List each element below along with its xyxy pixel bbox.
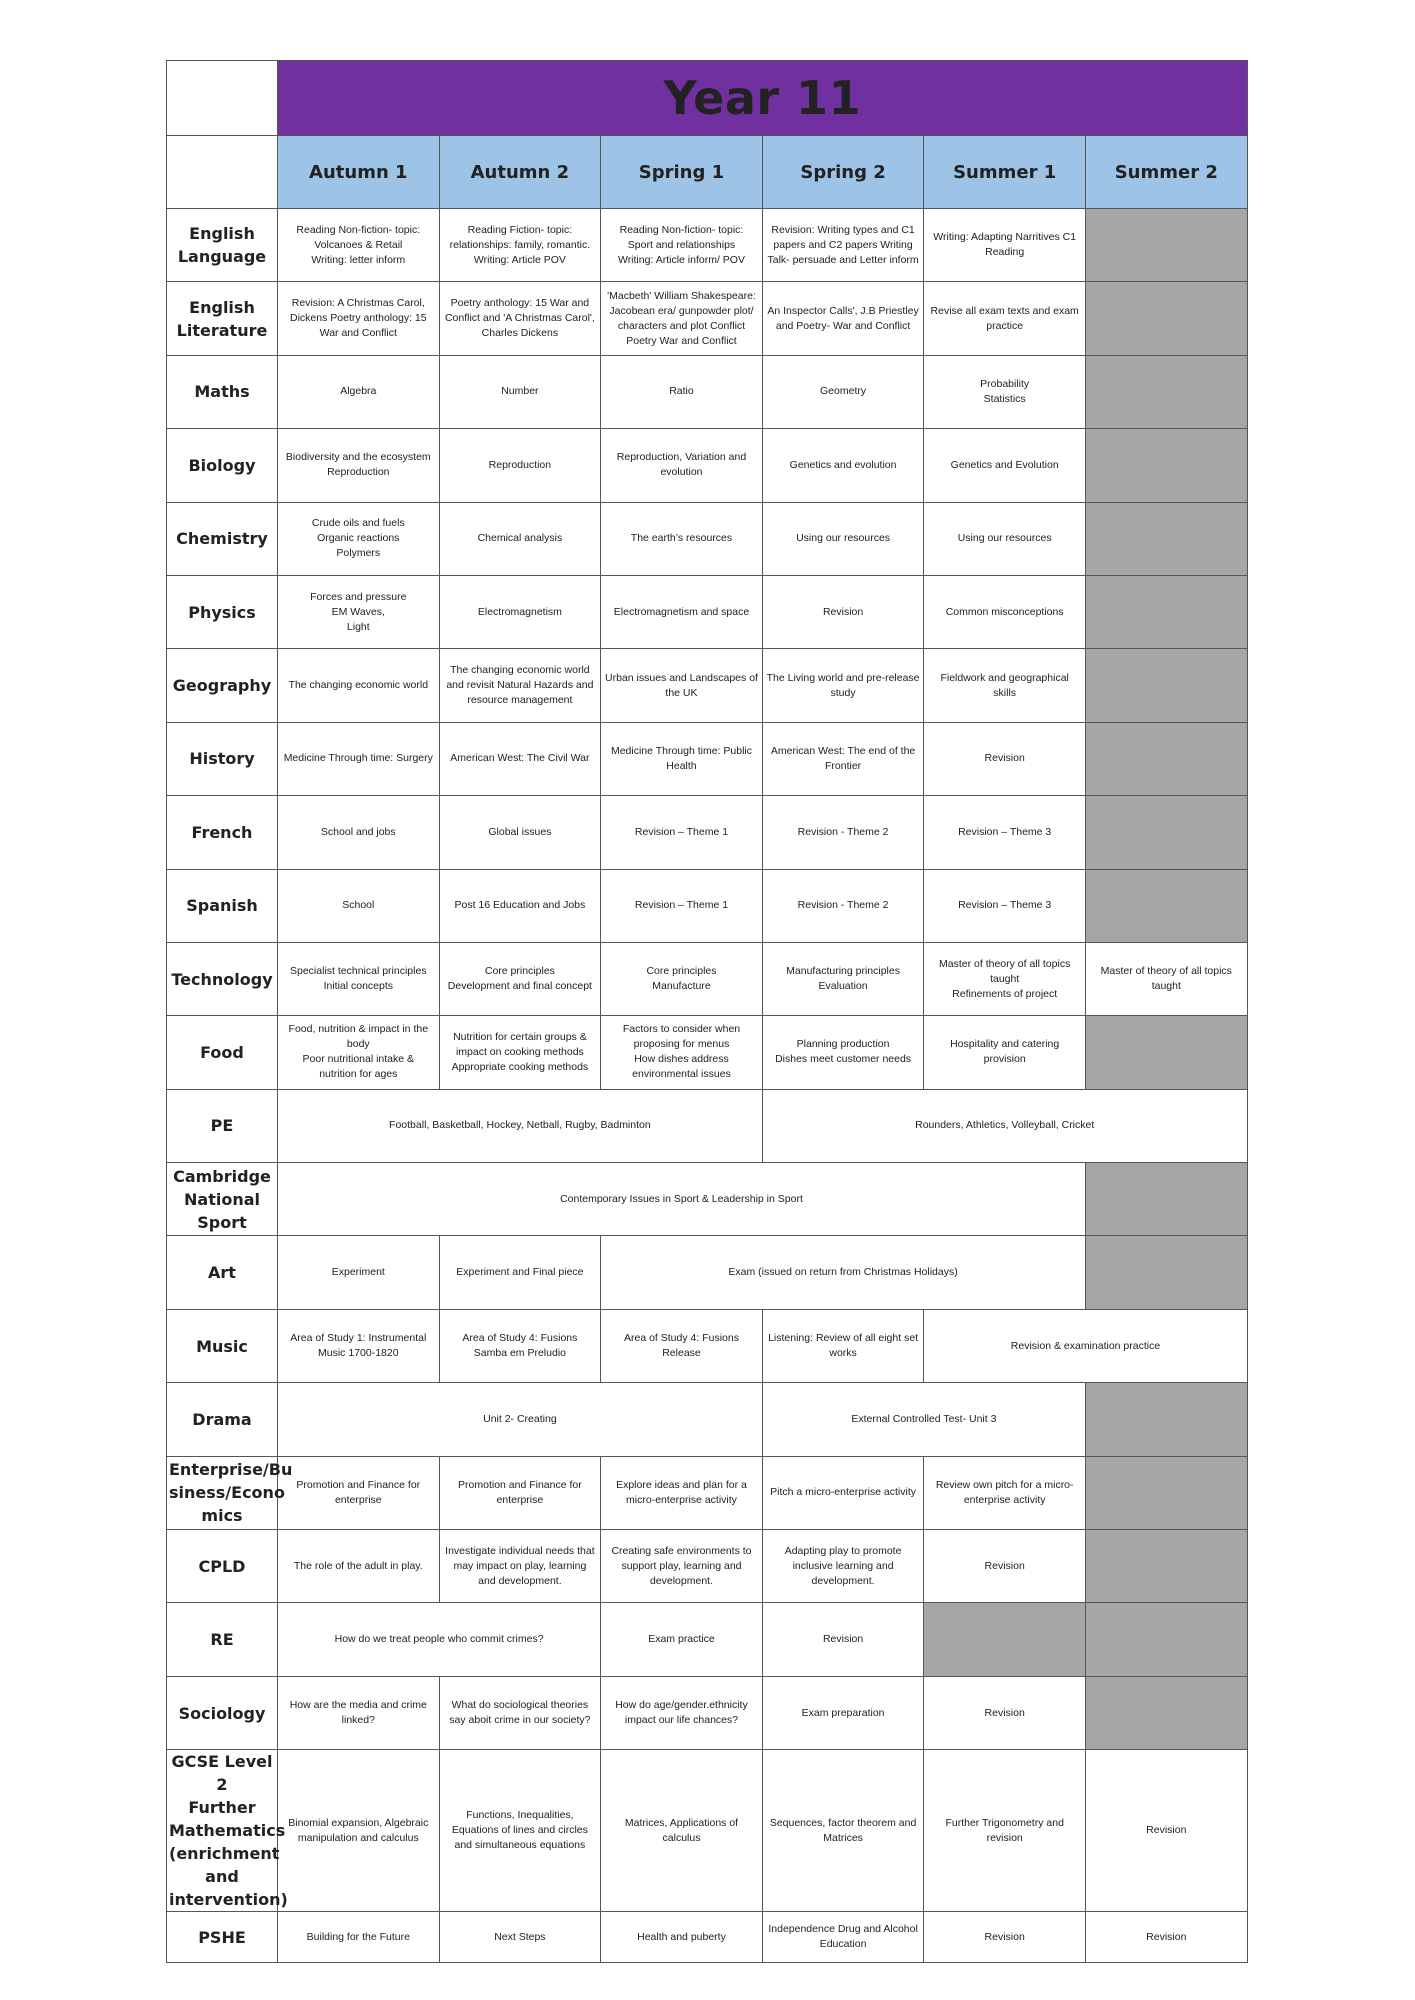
topic-cell: Revision – Theme 1: [601, 869, 763, 942]
subject-label: RE: [167, 1603, 278, 1676]
topic-cell: Global issues: [439, 796, 601, 869]
subject-label: Spanish: [167, 869, 278, 942]
subject-row: [167, 796, 1248, 869]
topic-cell: Urban issues and Landscapes of the UK: [601, 649, 763, 722]
term-header-autumn-1: Autumn 1: [278, 136, 440, 209]
subject-row: [167, 722, 1248, 795]
topic-cell: Crude oils and fuels Organic reactions Polymers: [278, 502, 440, 575]
topic-cell: Area of Study 4: Fusions Samba em Preludio: [439, 1309, 601, 1382]
unused-cell: [1085, 429, 1247, 502]
topic-cell: An Inspector Calls', J.B Priestley and Poetry- War and Conflict: [762, 282, 924, 355]
subject-label: Maths: [167, 355, 278, 428]
topic-cell: Investigate individual needs that may impact on play, learning and development.: [439, 1530, 601, 1603]
subject-row: [167, 1163, 1248, 1236]
topic-cell: Chemical analysis: [439, 502, 601, 575]
topic-cell: Rounders, Athletics, Volleyball, Cricket: [762, 1089, 1247, 1162]
topic-cell: Manufacturing principles Evaluation: [762, 942, 924, 1015]
unused-cell: [1085, 1383, 1247, 1456]
topic-cell: Creating safe environments to support play, learning and development.: [601, 1530, 763, 1603]
topic-cell: Forces and pressure EM Waves, Light: [278, 575, 440, 648]
topic-cell: Revision: [924, 1530, 1086, 1603]
topic-cell: Experiment: [278, 1236, 440, 1309]
subject-label: CPLD: [167, 1530, 278, 1603]
topic-cell: The changing economic world and revisit Natural Hazards and resource management: [439, 649, 601, 722]
subject-label: Art: [167, 1236, 278, 1309]
topic-cell: Revision: [924, 722, 1086, 795]
unused-cell: [1085, 722, 1247, 795]
subject-label: Music: [167, 1309, 278, 1382]
subject-row: [167, 1912, 1248, 1963]
topic-cell: Revision: [762, 575, 924, 648]
topic-cell: Probability Statistics: [924, 355, 1086, 428]
topic-cell: Further Trigonometry and revision: [924, 1750, 1086, 1912]
topic-cell: Nutrition for certain groups & impact on cooking methods Appropriate cooking methods: [439, 1016, 601, 1089]
subject-label: Technology: [167, 942, 278, 1015]
topic-cell: Specialist technical principles Initial concepts: [278, 942, 440, 1015]
topic-cell: Unit 2- Creating: [278, 1383, 763, 1456]
unused-cell: [1085, 1603, 1247, 1676]
term-header-spring-1: Spring 1: [601, 136, 763, 209]
topic-cell: Food, nutrition & impact in the body Poor nutritional intake & nutrition for ages: [278, 1016, 440, 1089]
topic-cell: Geometry: [762, 355, 924, 428]
topic-cell: Health and puberty: [601, 1912, 763, 1963]
unused-cell: [1085, 1676, 1247, 1749]
topic-cell: Post 16 Education and Jobs: [439, 869, 601, 942]
topic-cell: The role of the adult in play.: [278, 1530, 440, 1603]
unused-cell: [924, 1603, 1086, 1676]
subject-row: [167, 355, 1248, 428]
topic-cell: Revision – Theme 1: [601, 796, 763, 869]
topic-cell: Common misconceptions: [924, 575, 1086, 648]
unused-cell: [1085, 796, 1247, 869]
topic-cell: Experiment and Final piece: [439, 1236, 601, 1309]
topic-cell: The earth’s resources: [601, 502, 763, 575]
unused-cell: [1085, 1163, 1247, 1236]
subject-label: Enterprise/Bu siness/Econo mics: [167, 1456, 278, 1529]
title-row: [167, 61, 1248, 136]
topic-cell: Reading Fiction- topic: relationships: family, romantic. Writing: Article POV: [439, 209, 601, 282]
topic-cell: Planning production Dishes meet customer needs: [762, 1016, 924, 1089]
topic-cell: Revision – Theme 3: [924, 796, 1086, 869]
unused-cell: [1085, 575, 1247, 648]
curriculum-table: [166, 60, 1248, 1963]
topic-cell: Genetics and Evolution: [924, 429, 1086, 502]
topic-cell: Hospitality and catering provision: [924, 1016, 1086, 1089]
topic-cell: Exam preparation: [762, 1676, 924, 1749]
topic-cell: Revision - Theme 2: [762, 869, 924, 942]
page-title: Year 11: [278, 61, 1248, 136]
term-header-summer-1: Summer 1: [924, 136, 1086, 209]
subject-row: [167, 1383, 1248, 1456]
subject-label: English Literature: [167, 282, 278, 355]
topic-cell: How do we treat people who commit crimes?: [278, 1603, 601, 1676]
subject-label: Drama: [167, 1383, 278, 1456]
subject-row: [167, 1089, 1248, 1162]
topic-cell: American West: The end of the Frontier: [762, 722, 924, 795]
topic-cell: The Living world and pre-release study: [762, 649, 924, 722]
topic-cell: Sequences, factor theorem and Matrices: [762, 1750, 924, 1912]
topic-cell: Reproduction, Variation and evolution: [601, 429, 763, 502]
topic-cell: Master of theory of all topics taught Refinements of project: [924, 942, 1086, 1015]
topic-cell: American West: The Civil War: [439, 722, 601, 795]
topic-cell: Revision: [1085, 1750, 1247, 1912]
topic-cell: How are the media and crime linked?: [278, 1676, 440, 1749]
topic-cell: Exam (issued on return from Christmas Holidays): [601, 1236, 1086, 1309]
unused-cell: [1085, 209, 1247, 282]
topic-cell: Core principles Development and final concept: [439, 942, 601, 1015]
topic-cell: Genetics and evolution: [762, 429, 924, 502]
topic-cell: Using our resources: [762, 502, 924, 575]
topic-cell: Matrices, Applications of calculus: [601, 1750, 763, 1912]
subject-row: [167, 1603, 1248, 1676]
subject-label: Geography: [167, 649, 278, 722]
subject-row: [167, 1676, 1248, 1749]
unused-cell: [1085, 649, 1247, 722]
subject-row: [167, 1236, 1248, 1309]
topic-cell: Medicine Through time: Public Health: [601, 722, 763, 795]
topic-cell: Ratio: [601, 355, 763, 428]
unused-cell: [1085, 1016, 1247, 1089]
topic-cell: Revision: Writing types and C1 papers and C2 papers Writing Talk- persuade and Letter inform: [762, 209, 924, 282]
subject-row: [167, 1456, 1248, 1529]
topic-cell: Revision & examination practice: [924, 1309, 1247, 1382]
topic-cell: Adapting play to promote inclusive learning and development.: [762, 1530, 924, 1603]
subject-label: Cambridge National Sport: [167, 1163, 278, 1236]
subject-row: [167, 1750, 1248, 1912]
topic-cell: Exam practice: [601, 1603, 763, 1676]
unused-cell: [1085, 1456, 1247, 1529]
topic-cell: Revision: [1085, 1912, 1247, 1963]
subject-label: Chemistry: [167, 502, 278, 575]
subject-row: [167, 1309, 1248, 1382]
topic-cell: Poetry anthology: 15 War and Conflict and 'A Christmas Carol', Charles Dickens: [439, 282, 601, 355]
topic-cell: Area of Study 1: Instrumental Music 1700-1820: [278, 1309, 440, 1382]
topic-cell: Building for the Future: [278, 1912, 440, 1963]
subject-row: [167, 282, 1248, 355]
topic-cell: Revision – Theme 3: [924, 869, 1086, 942]
topic-cell: Reading Non-fiction- topic: Volcanoes & Retail Writing: letter inform: [278, 209, 440, 282]
topic-cell: School and jobs: [278, 796, 440, 869]
unused-cell: [1085, 502, 1247, 575]
subject-label: History: [167, 722, 278, 795]
topic-cell: Electromagnetism: [439, 575, 601, 648]
topic-cell: Revise all exam texts and exam practice: [924, 282, 1086, 355]
subject-row: [167, 1530, 1248, 1603]
term-header-row: [167, 136, 1248, 209]
topic-cell: Revision: [762, 1603, 924, 1676]
topic-cell: Revision: A Christmas Carol, Dickens Poetry anthology: 15 War and Conflict: [278, 282, 440, 355]
subject-label: Sociology: [167, 1676, 278, 1749]
subject-row: [167, 502, 1248, 575]
subject-label: GCSE Level 2 Further Mathematics (enrichment and intervention): [167, 1750, 278, 1912]
subject-row: [167, 942, 1248, 1015]
topic-cell: External Controlled Test- Unit 3: [762, 1383, 1085, 1456]
subject-label: Biology: [167, 429, 278, 502]
term-header-spring-2: Spring 2: [762, 136, 924, 209]
topic-cell: School: [278, 869, 440, 942]
subject-row: [167, 209, 1248, 282]
topic-cell: Binomial expansion, Algebraic manipulation and calculus: [278, 1750, 440, 1912]
topic-cell: Factors to consider when proposing for menus How dishes address environmental issues: [601, 1016, 763, 1089]
subject-label: Physics: [167, 575, 278, 648]
topic-cell: Using our resources: [924, 502, 1086, 575]
corner-cell: [167, 61, 278, 136]
topic-cell: Master of theory of all topics taught: [1085, 942, 1247, 1015]
topic-cell: What do sociological theories say aboit crime in our society?: [439, 1676, 601, 1749]
topic-cell: 'Macbeth' William Shakespeare: Jacobean era/ gunpowder plot/ characters and plot Conflict Poetry War and Conflict: [601, 282, 763, 355]
subject-row: [167, 1016, 1248, 1089]
topic-cell: Biodiversity and the ecosystem Reproduction: [278, 429, 440, 502]
subject-row: [167, 649, 1248, 722]
topic-cell: Listening: Review of all eight set works: [762, 1309, 924, 1382]
topic-cell: Revision: [924, 1912, 1086, 1963]
corner-cell: [167, 136, 278, 209]
topic-cell: Revision: [924, 1676, 1086, 1749]
subject-row: [167, 869, 1248, 942]
topic-cell: Contemporary Issues in Sport & Leadership in Sport: [278, 1163, 1086, 1236]
subject-row: [167, 429, 1248, 502]
unused-cell: [1085, 355, 1247, 428]
topic-cell: Pitch a micro-enterprise activity: [762, 1456, 924, 1529]
term-header-summer-2: Summer 2: [1085, 136, 1247, 209]
topic-cell: Algebra: [278, 355, 440, 428]
unused-cell: [1085, 869, 1247, 942]
topic-cell: Number: [439, 355, 601, 428]
subject-label: PE: [167, 1089, 278, 1162]
topic-cell: Medicine Through time: Surgery: [278, 722, 440, 795]
topic-cell: Review own pitch for a micro- enterprise activity: [924, 1456, 1086, 1529]
topic-cell: Next Steps: [439, 1912, 601, 1963]
topic-cell: Electromagnetism and space: [601, 575, 763, 648]
subject-label: English Language: [167, 209, 278, 282]
topic-cell: Independence Drug and Alcohol Education: [762, 1912, 924, 1963]
topic-cell: Promotion and Finance for enterprise: [278, 1456, 440, 1529]
unused-cell: [1085, 1236, 1247, 1309]
topic-cell: Football, Basketball, Hockey, Netball, Rugby, Badminton: [278, 1089, 763, 1162]
topic-cell: Reproduction: [439, 429, 601, 502]
topic-cell: Revision - Theme 2: [762, 796, 924, 869]
subject-row: [167, 575, 1248, 648]
unused-cell: [1085, 1530, 1247, 1603]
subject-label: Food: [167, 1016, 278, 1089]
topic-cell: Promotion and Finance for enterprise: [439, 1456, 601, 1529]
term-header-autumn-2: Autumn 2: [439, 136, 601, 209]
topic-cell: How do age/gender.ethnicity impact our life chances?: [601, 1676, 763, 1749]
topic-cell: Writing: Adapting Narritives C1 Reading: [924, 209, 1086, 282]
topic-cell: Explore ideas and plan for a micro-enterprise activity: [601, 1456, 763, 1529]
topic-cell: Area of Study 4: Fusions Release: [601, 1309, 763, 1382]
subject-label: French: [167, 796, 278, 869]
topic-cell: Reading Non-fiction- topic: Sport and relationships Writing: Article inform/ POV: [601, 209, 763, 282]
subject-label: PSHE: [167, 1912, 278, 1963]
topic-cell: Fieldwork and geographical skills: [924, 649, 1086, 722]
unused-cell: [1085, 282, 1247, 355]
topic-cell: Core principles Manufacture: [601, 942, 763, 1015]
topic-cell: The changing economic world: [278, 649, 440, 722]
topic-cell: Functions, Inequalities, Equations of lines and circles and simultaneous equations: [439, 1750, 601, 1912]
